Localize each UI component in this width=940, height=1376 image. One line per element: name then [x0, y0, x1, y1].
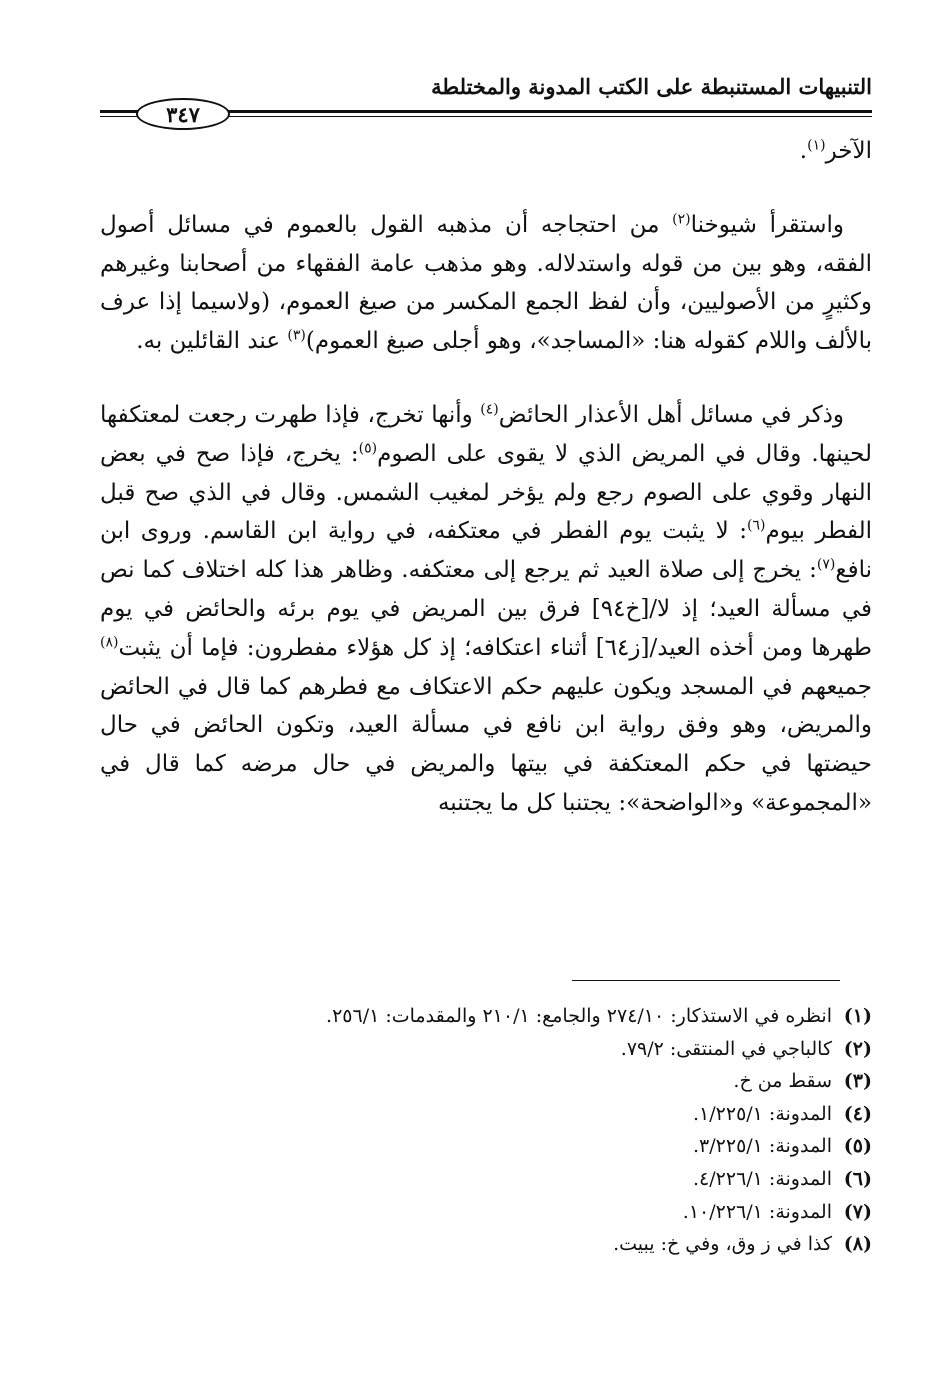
text-run: عند القائلين به.: [136, 328, 288, 355]
footnote-item: [100, 1163, 872, 1196]
footnote-item: [100, 1196, 872, 1229]
footnote-number: (٥): [843, 1135, 872, 1158]
footnote-item: [100, 1098, 872, 1131]
footnote-text: انظره في الاستذكار: ٢٧٤/١٠ والجامع: ٢١٠/١ والمقدمات: ٢٥٦/١.: [326, 1005, 832, 1027]
paragraph-1: [100, 132, 872, 171]
footnote-item: [100, 1033, 872, 1066]
footnote-ref: (١): [807, 137, 826, 154]
footnote-item: [100, 1065, 872, 1098]
page-number: ٣٤٧: [166, 101, 200, 127]
footnote-number: (٣): [843, 1070, 872, 1093]
text-run: وأنها تخرج، فإذا طهرت رجعت لمعتكفها لحينها. وقال في المريض الذي لا يقوى على الصوم: [100, 401, 872, 467]
paragraph-2: [100, 206, 872, 361]
footnote-ref: (٤): [480, 401, 499, 418]
footnote-text: المدونة: ٣/٢٢٥/١.: [693, 1135, 832, 1158]
footnote-number: (٢): [843, 1037, 872, 1060]
footnote-number: (١): [843, 1005, 872, 1027]
paragraph-3: [100, 396, 872, 823]
footnote-number: (٤): [843, 1102, 872, 1125]
footnote-text: المدونة: ٤/٢٢٦/١.: [693, 1167, 832, 1190]
footnote-item: [100, 1228, 872, 1261]
body-text: [100, 132, 872, 823]
footnote-number: (٧): [843, 1200, 872, 1223]
footnote-ref: (٢): [672, 211, 691, 228]
footnote-separator: [572, 980, 840, 981]
footnote-ref: (٣): [287, 327, 306, 344]
text-run: الآخر: [825, 138, 872, 164]
page-header: [100, 72, 872, 130]
footnote-ref: (٨): [100, 634, 119, 651]
footnote-ref: (٧): [816, 556, 836, 573]
footnote-text: المدونة: ١٠/٢٢٦/١.: [682, 1200, 832, 1223]
text-run: : يخرج، فإذا صح في بعض النهار وقوي على الصوم رجع ولم يؤخر لمغيب الشمس. وقال في الذي صح قبل الفطر بيوم: [100, 440, 873, 545]
text-run: : لا يثبت يوم الفطر في معتكفه، في رواية ابن القاسم. وروى ابن نافع: [100, 518, 872, 584]
footnote-item: [100, 1000, 872, 1033]
text-run: وذكر في مسائل أهل الأعذار الحائض: [498, 401, 844, 428]
text-run: جميعهم في المسجد ويكون عليهم حكم الاعتكاف مع فطرهم كما قال في الحائض والمريض، وهو وفق رواية ابن نافع في مسألة العيد، وتكون الحائض في حال حيضتها في حكم المعتكفة في بيتها والمريض في حال مرضه كما قال في «المجموعة» و«الواضحة»: يجتنبا كل ما يجتنبه: [100, 673, 872, 816]
footnote-number: (٦): [843, 1167, 872, 1190]
text-run: .: [799, 138, 808, 164]
page-number-badge: [136, 98, 230, 130]
footnote-ref: (٥): [358, 440, 378, 457]
footnote-number: (٨): [843, 1233, 872, 1256]
footnote-ref: (٦): [746, 517, 766, 534]
footnote-text: المدونة: ١/٢٢٥/١.: [693, 1102, 832, 1125]
running-title: التنبيهات المستنبطة على الكتب المدونة والمختلطة: [431, 74, 872, 99]
footnote-text: كالباجي في المنتقى: ٧٩/٢.: [620, 1037, 832, 1060]
footnote-text: كذا في ز وق، وفي خ: يبيت.: [613, 1233, 832, 1256]
footnotes: [100, 1000, 872, 1261]
text-run: من احتجاجه أن مذهبه القول بالعموم في مسائل أصول الفقه، وهو بين من قوله واستدلاله. وهو مذهب عامة الفقهاء من أصحابنا وغيرهم وكثيرٍ من الأصوليين، وأن لفظ الجمع المكسر من صيغ العموم، (ولاسيما إذا عرف بالألف واللام كقوله هنا: «المساجد»، وهو أجلى صيغ العموم): [100, 211, 872, 355]
text-run: واستقرأ شيوخنا: [690, 211, 845, 238]
footnote-text: سقط من خ.: [733, 1070, 832, 1093]
footnote-item: [100, 1130, 872, 1163]
text-run: : يخرج إلى صلاة العيد ثم يرجع إلى معتكفه. وظاهر هذا كله اختلاف كما نص في مسألة العيد؛ إذ لا/[خ٩٤] فرق بين المريض في يوم برئه والحائض في يوم طهرها ومن أخذه العيد/[ز٦٤] أثناء اعتكافه؛ إذ كل هؤلاء مفطرون: فإما أن يثبت: [100, 557, 872, 661]
